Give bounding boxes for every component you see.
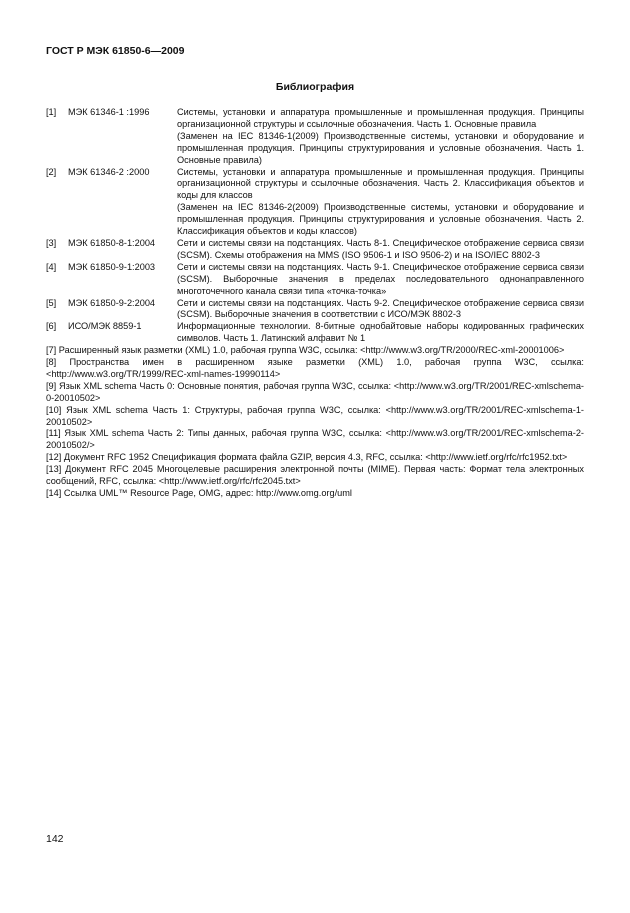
entry-number: [3] — [46, 237, 57, 248]
document-header: ГОСТ Р МЭК 61850-6—2009 — [46, 45, 185, 57]
entry-code: ИСО/МЭК 8859-1 — [68, 321, 142, 332]
entry-number: [4] — [46, 261, 57, 272]
bibliography-list — [46, 107, 584, 500]
entry-text: Системы, установки и аппаратура промышленные и промышленная продукция. Принципы организационной структуры и ссылочные обозначения. Часть 1. Основные правила — [177, 107, 584, 129]
entry-description — [177, 167, 584, 238]
bibliography-entry — [46, 262, 584, 298]
bibliography-entry — [46, 298, 584, 322]
entry-description — [177, 107, 584, 167]
bibliography-entry-8: [8] Пространства имен в расширенном языке разметки (XML) 1.0, рабочая группа W3C, ссылка: <http://www.w3.org/TR/1999/REC-xml-names-19990114> — [46, 357, 584, 379]
entry-note: (Заменен на IEC 81346-1(2009) Производственные системы, установки и оборудование и промышленная продукция. Принципы структурирования и условные обозначения. Часть 1. Основные правила) — [177, 130, 584, 165]
bibliography-entry-14: [14] Ссылка UML™ Resource Page, OMG, адрес: http://www.omg.org/uml — [46, 488, 352, 498]
entry-text: Сети и системы связи на подстанциях. Часть 9-1. Специфическое отображение сервиса связи (SCSM). Выборочные значения в пределах последовательного однонаправленного многоточечного канала связи типа «точка-точка» — [177, 261, 584, 296]
entry-number: [6] — [46, 321, 57, 332]
entry-description — [177, 262, 584, 298]
bibliography-entry — [46, 321, 584, 345]
entry-number: [1] — [46, 107, 57, 117]
entry-number: [2] — [46, 166, 57, 177]
entry-code: МЭК 61850-9-1:2003 — [68, 261, 156, 272]
entry-text: Сети и системы связи на подстанциях. Часть 9-2. Специфическое отображение сервиса связи (SCSM). Выборочные значения в соответствии с ИСО/МЭК 8802-3 — [177, 297, 584, 320]
bibliography-entry-11: [11] Язык XML schema Часть 2: Типы данных, рабочая группа W3C, ссылка: <http://www.w3.org/TR/2001/REC-xmlschema-2-20010502/> — [46, 428, 584, 451]
entry-note: (Заменен на IEC 81346-2(2009) Производственные системы, установки и оборудование и промышленная продукция. Принципы структурирования и условные обозначения. Часть 2. Классификация объектов и коды классов) — [177, 202, 584, 237]
bibliography-entry-7: [7] Расширенный язык разметки (XML) 1.0, рабочая группа W3C, ссылка: <http://www.w3.org/TR/2000/REC-xml-20001006> — [46, 345, 565, 356]
entry-text: Системы, установки и аппаратура промышленные и промышленная продукция. Принципы организационной структуры и ссылочные обозначения. Часть 2. Классификация объектов и коды для классов — [177, 166, 584, 201]
entry-text: Сети и системы связи на подстанциях. Часть 8-1. Специфическое отображение сервиса связи (SCSM). Схемы отображения на MMS (ISO 9506-1 и ISO 9506-2) и на ISO/IEC 8802-3 — [177, 237, 584, 260]
entry-code: МЭК 61346-1 :1996 — [68, 107, 150, 117]
entry-text: Информационные технологии. 8-битные однобайтовые наборы кодированных графических символов. Часть 1. Латинский алфавит № 1 — [177, 321, 584, 344]
page-number: 142 — [46, 833, 64, 845]
bibliography-entry-9: [9] Язык XML schema Часть 0: Основные понятия, рабочая группа W3C, ссылка: <http://www.w3.org/TR/2001/REC-xmlschema-0-20010502> — [46, 380, 584, 403]
entry-description — [177, 238, 584, 262]
entry-code: МЭК 61346-2 :2000 — [68, 166, 150, 177]
entry-code: МЭК 61850-8-1:2004 — [68, 237, 156, 248]
entry-code: МЭК 61850-9-2:2004 — [68, 297, 156, 308]
entry-number: [5] — [46, 297, 57, 308]
bibliography-entry-12: [12] Документ RFC 1952 Спецификация формата файла GZIP, версия 4.3, RFC, ссылка: <http://www.ietf.org/rfc/rfc1952.txt> — [46, 452, 568, 463]
bibliography-entry-10: [10] Язык XML schema Часть 1: Структуры, рабочая группа W3C, ссылка: <http://www.w3.org/TR/2001/REC-xmlschema-1-20010502> — [46, 404, 584, 427]
bibliography-entry-13: [13] Документ RFC 2045 Многоцелевые расширения электронной почты (MIME). Первая часть: Формат тела электронных сообщений, RFC, ссылка: <http://www.ietf.org/rfc/rfc2045.txt> — [46, 464, 584, 487]
entry-description — [177, 321, 584, 345]
bibliography-entry — [46, 167, 584, 238]
section-title: Библиография — [275, 81, 355, 93]
bibliography-entry — [46, 107, 584, 167]
entry-description — [177, 298, 584, 322]
bibliography-entry — [46, 238, 584, 262]
